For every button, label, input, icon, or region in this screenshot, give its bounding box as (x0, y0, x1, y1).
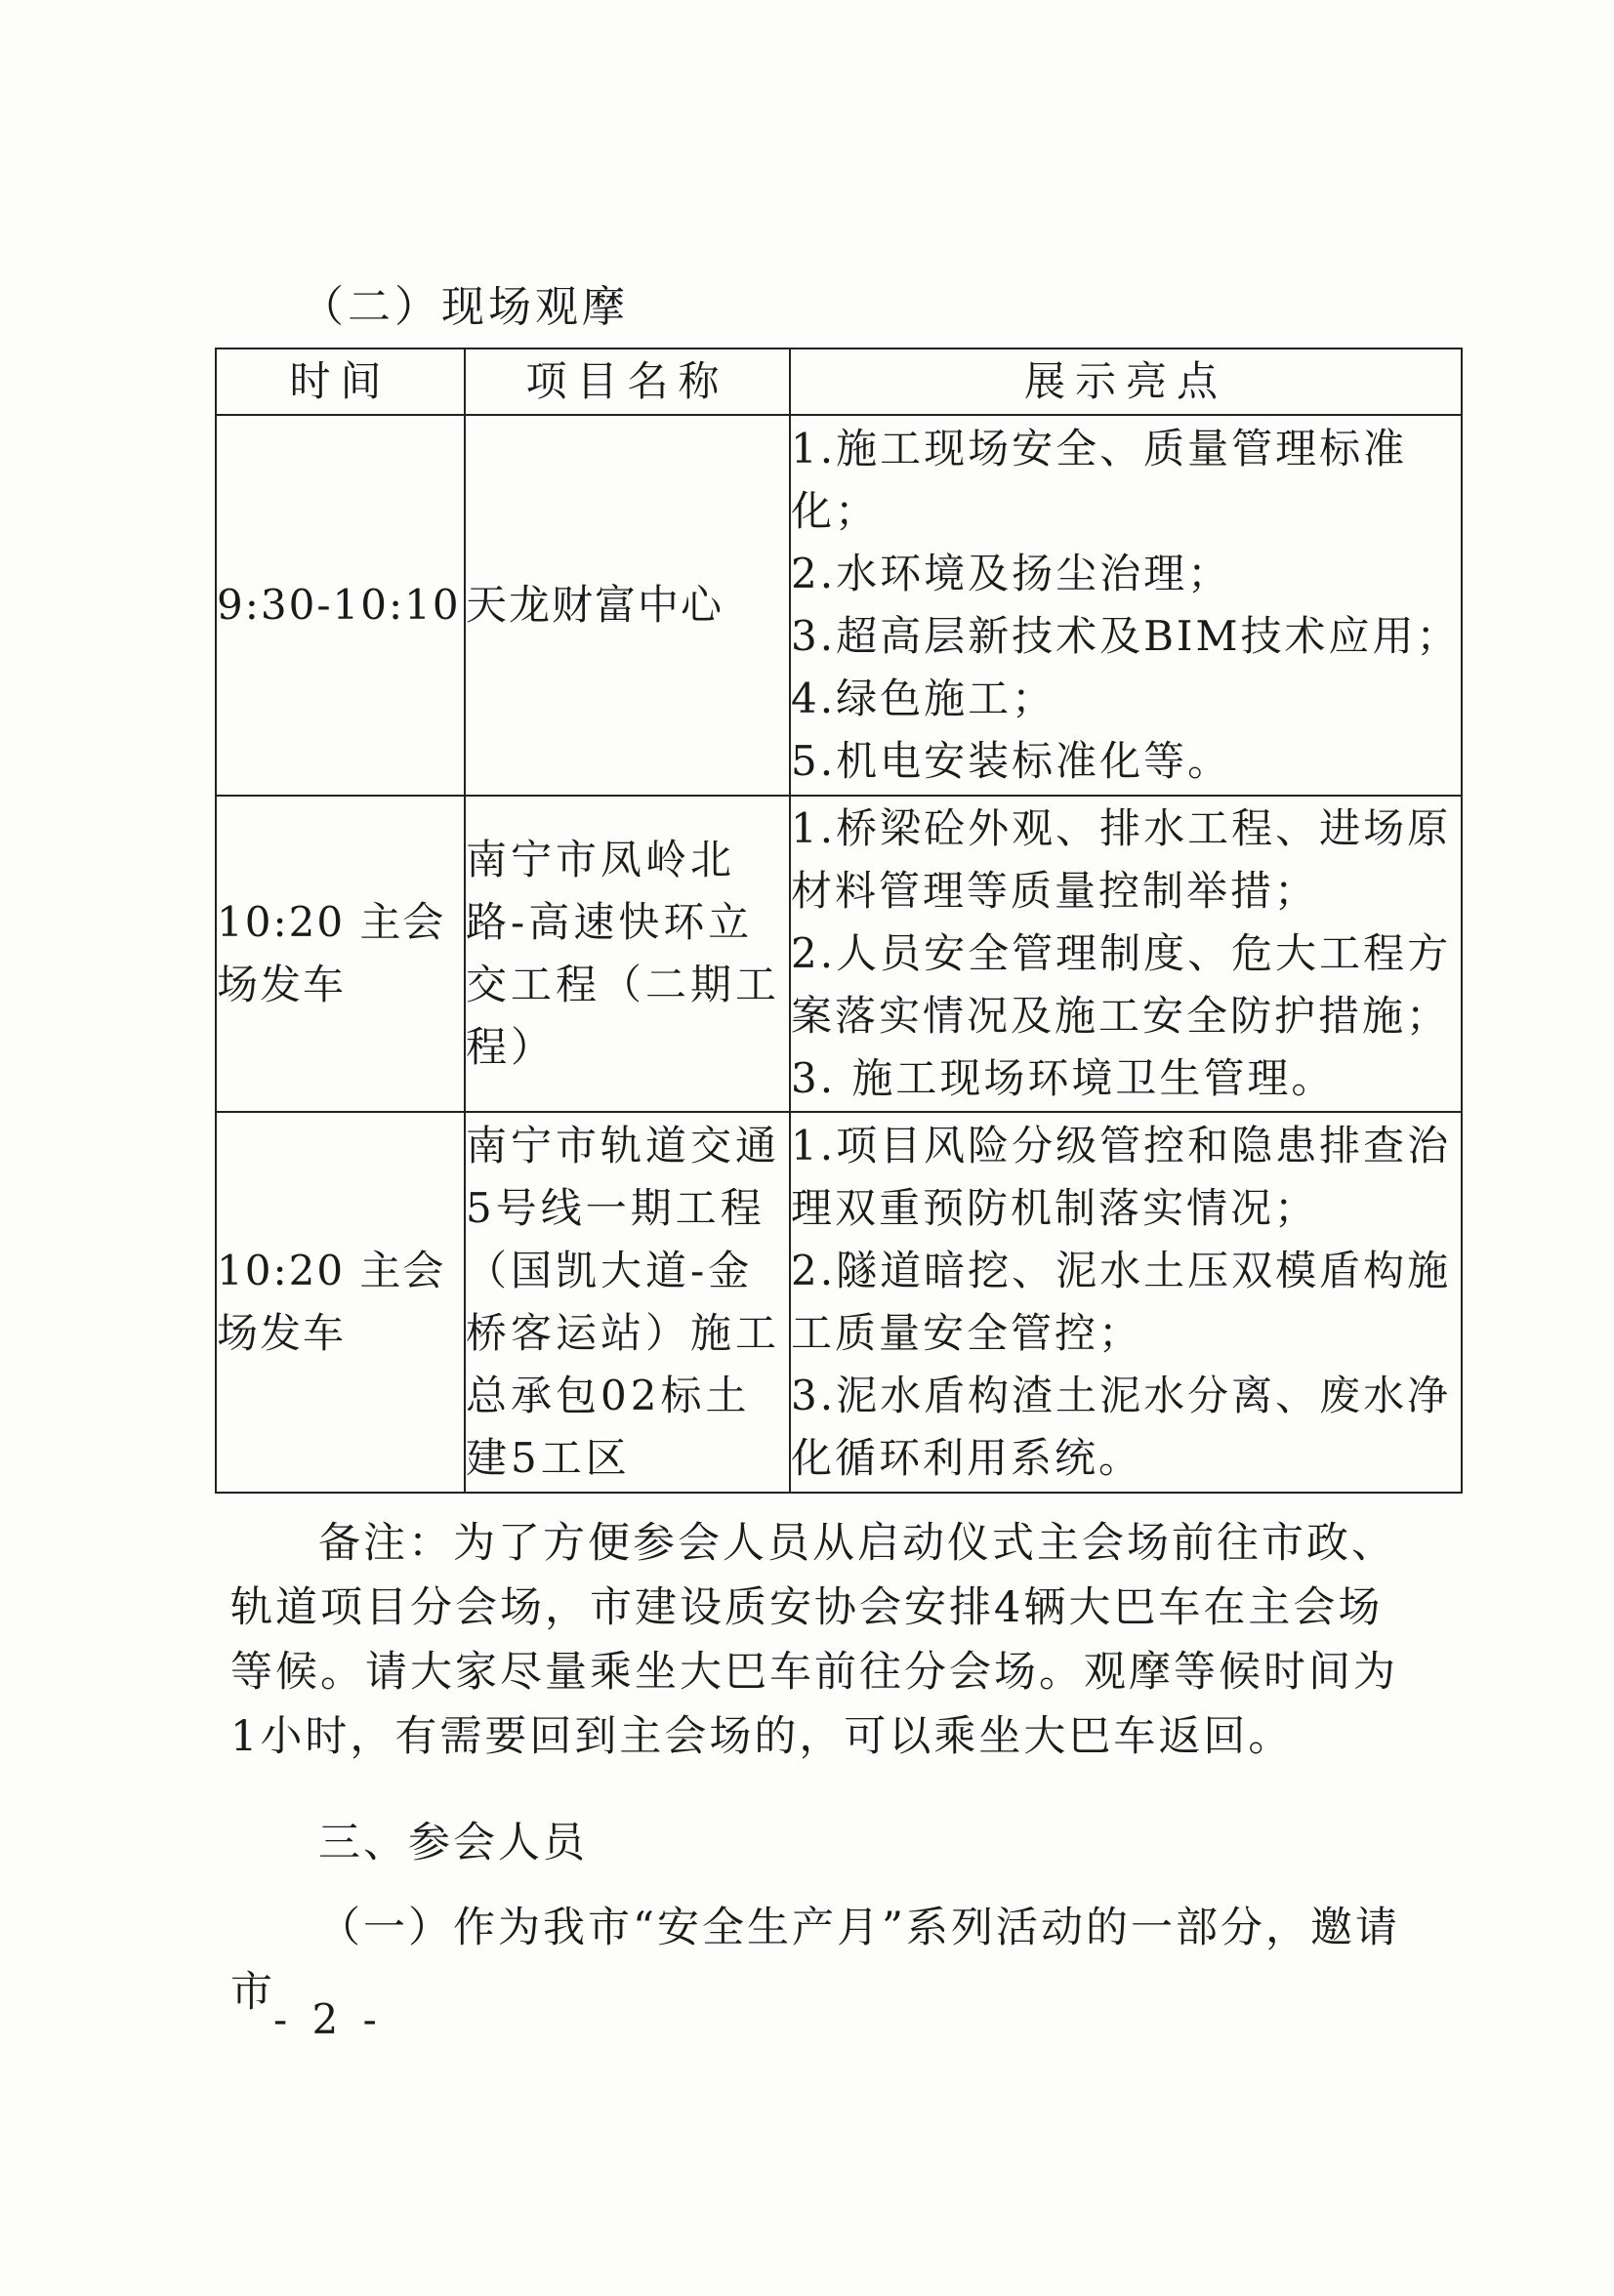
row-project: 南宁市轨道交通5号线一期工程（国凯大道-金桥客运站）施工总承包02标土建5工区 (465, 1112, 790, 1493)
highlight-item: 5.机电安装标准化等。 (791, 737, 1232, 785)
observation-table (215, 348, 1463, 1494)
highlight-item: 2.隧道暗挖、泥水土压双模盾构施工质量安全管控； (791, 1247, 1452, 1357)
subsection1-paragraph: （一）作为我市“安全生产月”系列活动的一部分，邀请市 (230, 1904, 1400, 2017)
row-project: 天龙财富中心 (465, 415, 790, 796)
page-number: - 2 - (273, 1995, 383, 2043)
highlight-item: 1.项目风险分级管控和隐患排查治理双重预防机制落实情况； (791, 1122, 1452, 1232)
highlight-item: 4.绿色施工； (791, 675, 1056, 722)
highlight-item: 3.泥水盾构渣土泥水分离、废水净化循环利用系统。 (791, 1372, 1452, 1482)
row-time: 10:20 主会场发车 (216, 1112, 465, 1493)
header-time: 时间 (216, 348, 465, 415)
row-highlights (790, 1112, 1462, 1493)
section-heading: （二）现场观摩 (301, 282, 629, 332)
highlight-item: 2.水环境及扬尘治理； (791, 550, 1232, 597)
row-highlights (790, 415, 1462, 796)
highlight-item: 2.人员安全管理制度、危大工程方案落实情况及施工安全防护措施； (791, 929, 1452, 1040)
highlight-item: 3. 施工现场环境卫生管理。 (791, 1054, 1336, 1102)
table-row (216, 415, 1462, 796)
row-highlights (790, 796, 1462, 1112)
row-time: 10:20 主会场发车 (216, 796, 465, 1112)
section3-heading: 三、参会人员 (318, 1819, 588, 1867)
row-project: 南宁市凤岭北路-高速快环立交工程（二期工程） (465, 796, 790, 1112)
header-highlights: 展示亮点 (790, 348, 1462, 415)
highlight-item: 1.施工现场安全、质量管理标准化； (791, 425, 1408, 535)
note-paragraph: 备注：为了方便参会人员从启动仪式主会场前往市政、轨道项目分会场，市建设质安协会安排4辆大巴车在主会场等候。请大家尽量乘坐大巴车前往分会场。观摩等候时间为1小时，有需要回到主会场的，可以乘坐大巴车返回。 (230, 1519, 1398, 1761)
table-row (216, 796, 1462, 1112)
header-project-name: 项目名称 (465, 348, 790, 415)
row-time: 9:30-10:10 (216, 415, 465, 796)
highlight-item: 1.桥梁砼外观、排水工程、进场原材料管理等质量控制举措； (791, 804, 1452, 915)
table-header-row (216, 348, 1462, 415)
table-row (216, 1112, 1462, 1493)
highlight-item: 3.超高层新技术及BIM技术应用； (791, 612, 1461, 660)
